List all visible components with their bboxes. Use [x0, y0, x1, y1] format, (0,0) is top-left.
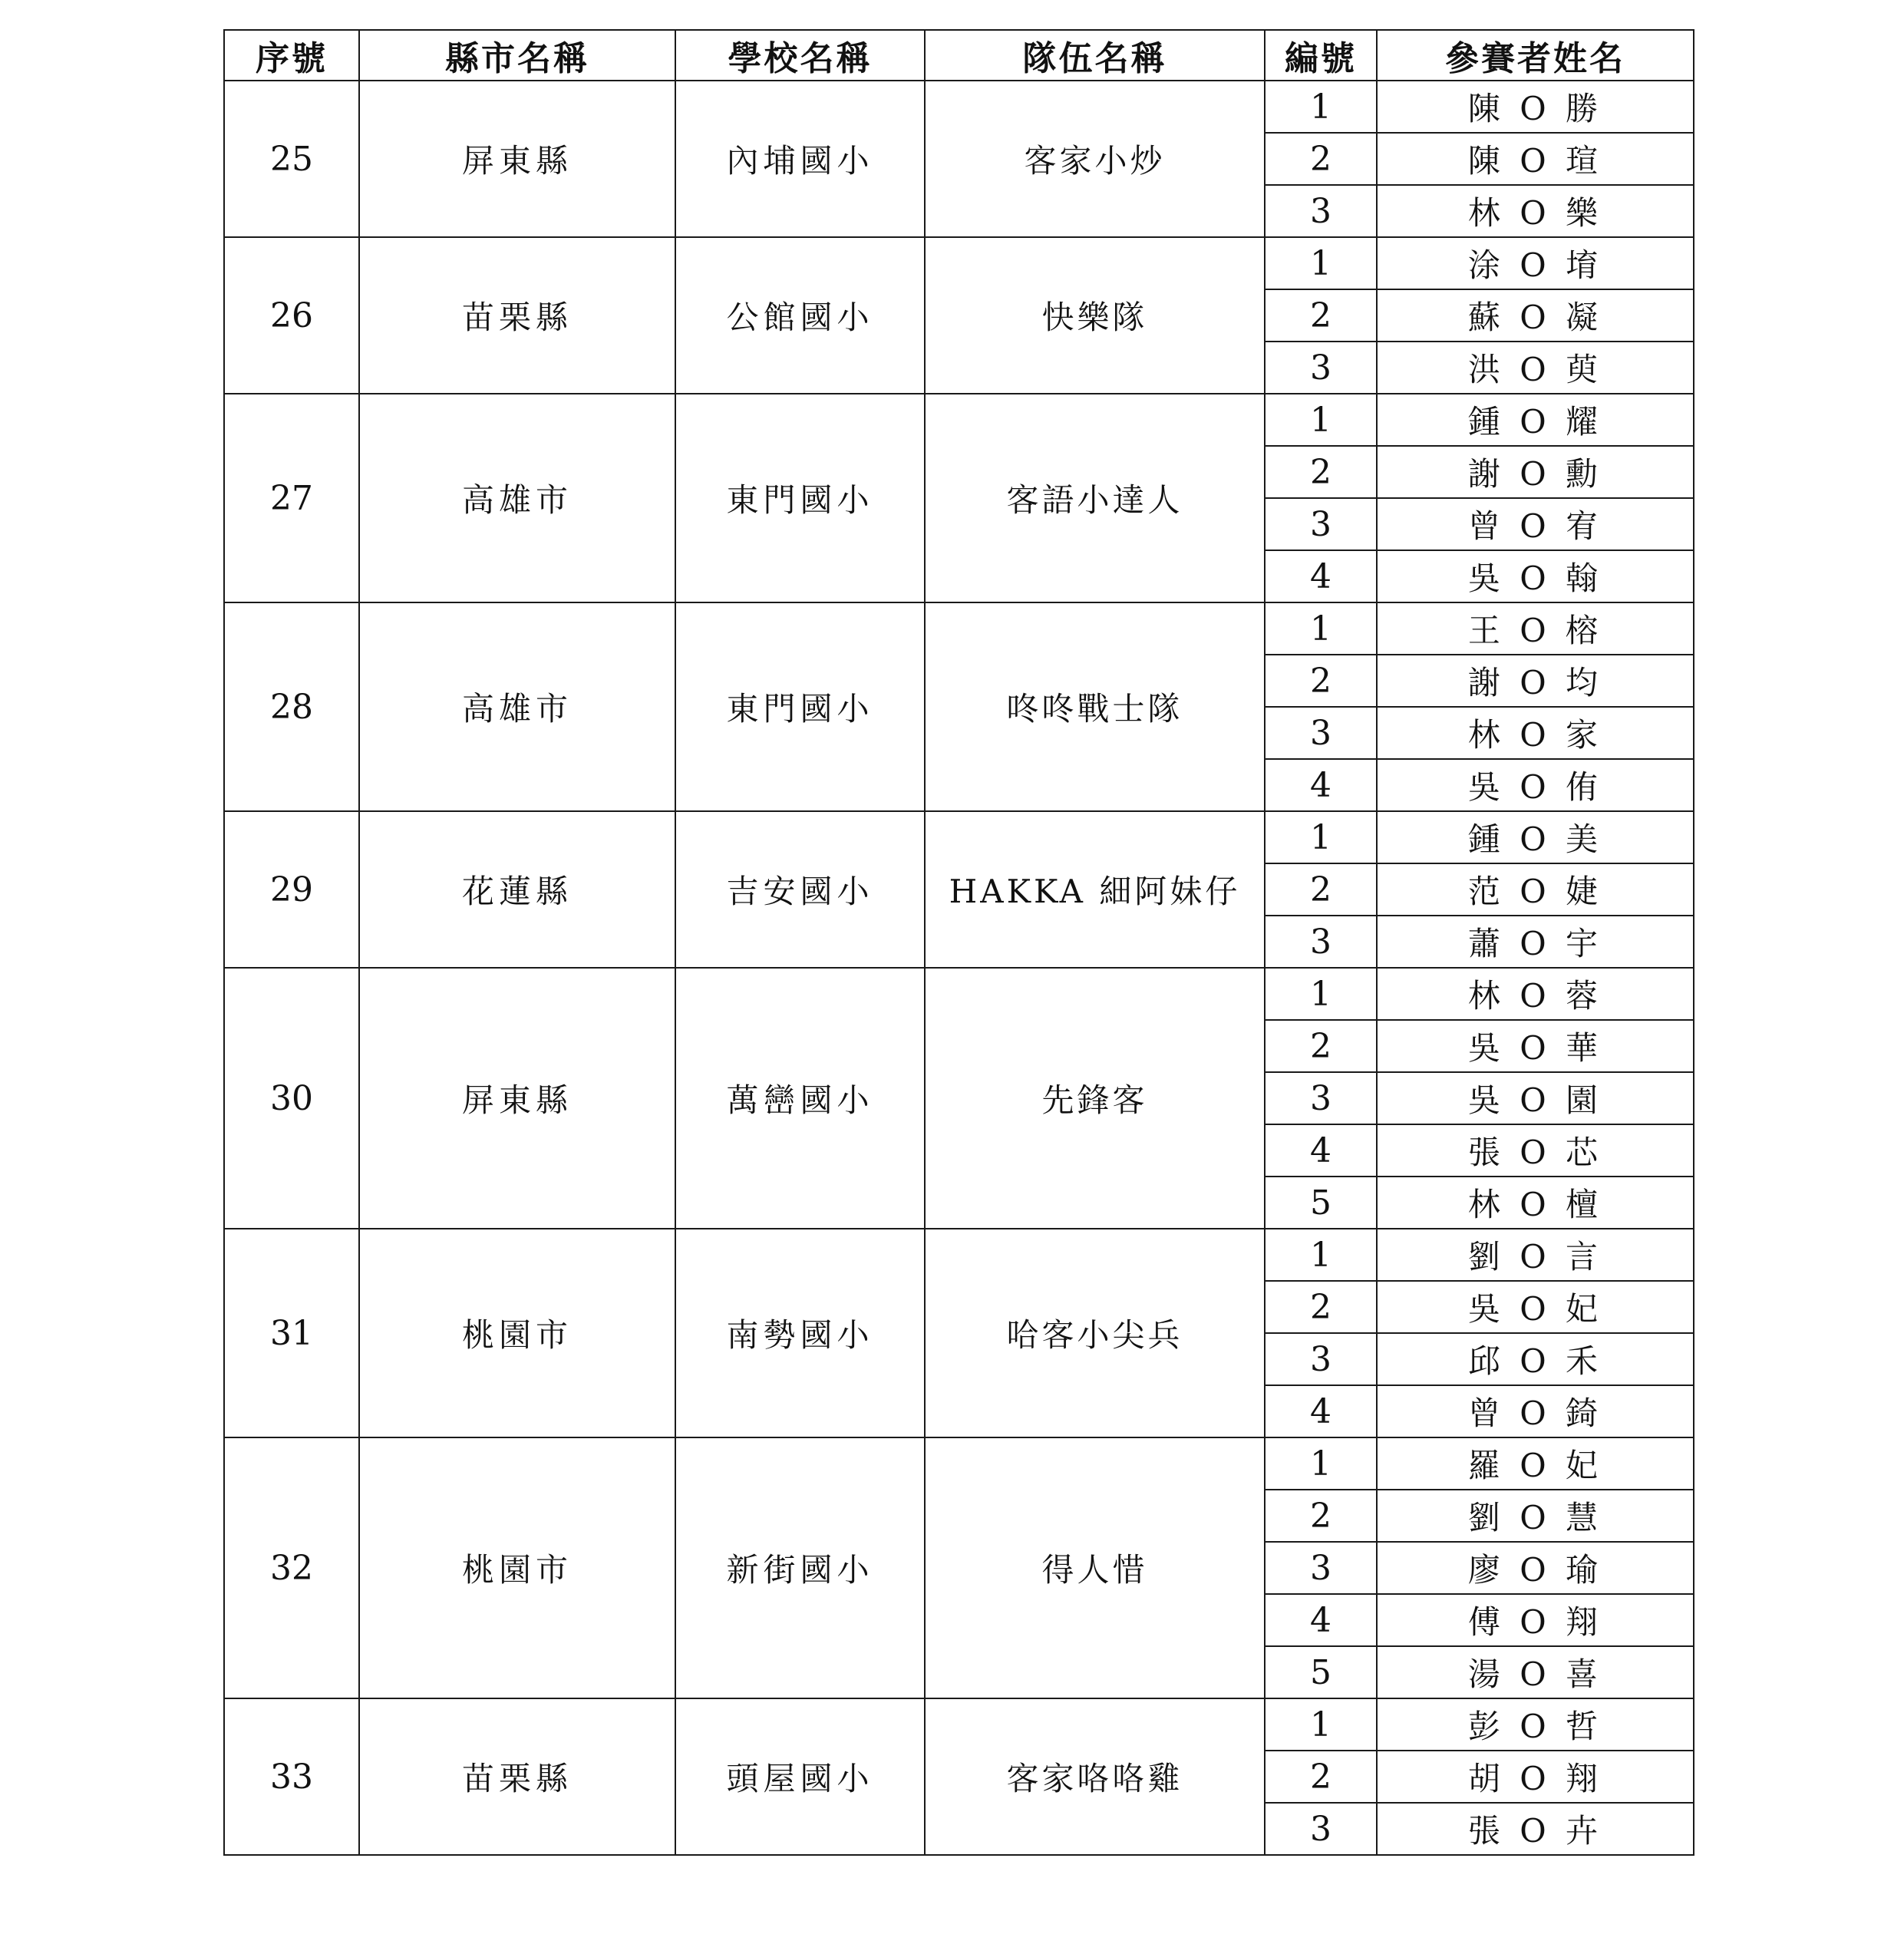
- member-number: 3: [1265, 916, 1377, 968]
- member-name: 劉 O 慧: [1377, 1490, 1694, 1542]
- team-seq: 29: [224, 811, 359, 968]
- team-county: 苗栗縣: [359, 1698, 675, 1855]
- member-name: 范 O 婕: [1377, 863, 1694, 916]
- team-county: 屏東縣: [359, 81, 675, 237]
- member-name: 湯 O 喜: [1377, 1646, 1694, 1698]
- team-name: 先鋒客: [925, 968, 1265, 1229]
- team-school: 吉安國小: [675, 811, 925, 968]
- member-number: 4: [1265, 1124, 1377, 1177]
- member-number: 3: [1265, 1542, 1377, 1594]
- member-name: 陳 O 瑄: [1377, 133, 1694, 185]
- table-row: [224, 1437, 1694, 1490]
- table-row: [224, 602, 1694, 655]
- member-number: 3: [1265, 707, 1377, 759]
- member-name: 鍾 O 美: [1377, 811, 1694, 863]
- team-county: 高雄市: [359, 602, 675, 811]
- team-county: 高雄市: [359, 394, 675, 602]
- member-name: 王 O 榕: [1377, 602, 1694, 655]
- member-number: 2: [1265, 655, 1377, 707]
- member-name: 蘇 O 凝: [1377, 289, 1694, 342]
- team-school: 公館國小: [675, 237, 925, 394]
- team-seq: 32: [224, 1437, 359, 1698]
- member-number: 4: [1265, 1594, 1377, 1646]
- member-name: 蕭 O 宇: [1377, 916, 1694, 968]
- member-name: 張 O 芯: [1377, 1124, 1694, 1177]
- member-number: 2: [1265, 1281, 1377, 1333]
- member-number: 2: [1265, 289, 1377, 342]
- team-school: 頭屋國小: [675, 1698, 925, 1855]
- member-name: 吳 O 侑: [1377, 759, 1694, 811]
- member-name: 曾 O 宥: [1377, 498, 1694, 550]
- table-row: [224, 811, 1694, 863]
- team-school: 東門國小: [675, 394, 925, 602]
- member-name: 林 O 家: [1377, 707, 1694, 759]
- team-county: 桃園市: [359, 1229, 675, 1437]
- member-number: 1: [1265, 237, 1377, 289]
- team-county: 屏東縣: [359, 968, 675, 1229]
- table-row: [224, 394, 1694, 446]
- team-school: 萬巒國小: [675, 968, 925, 1229]
- team-seq: 26: [224, 237, 359, 394]
- team-name: 得人惜: [925, 1437, 1265, 1698]
- header-row: [224, 30, 1694, 81]
- member-number: 1: [1265, 811, 1377, 863]
- member-number: 3: [1265, 1072, 1377, 1124]
- table-body: [224, 81, 1694, 1855]
- header-school: 學校名稱: [675, 30, 925, 81]
- member-number: 1: [1265, 1698, 1377, 1751]
- team-seq: 25: [224, 81, 359, 237]
- member-name: 傅 O 翔: [1377, 1594, 1694, 1646]
- team-seq: 31: [224, 1229, 359, 1437]
- member-number: 4: [1265, 759, 1377, 811]
- team-name: 客語小達人: [925, 394, 1265, 602]
- member-name: 張 O 卉: [1377, 1803, 1694, 1855]
- member-number: 1: [1265, 394, 1377, 446]
- member-number: 4: [1265, 550, 1377, 602]
- team-name: HAKKA 細阿妹仔: [925, 811, 1265, 968]
- member-name: 林 O 樂: [1377, 185, 1694, 237]
- table-row: [224, 81, 1694, 133]
- member-name: 涂 O 堉: [1377, 237, 1694, 289]
- header-number: 編號: [1265, 30, 1377, 81]
- member-number: 2: [1265, 1490, 1377, 1542]
- header-county: 縣市名稱: [359, 30, 675, 81]
- team-school: 東門國小: [675, 602, 925, 811]
- member-number: 2: [1265, 1020, 1377, 1072]
- member-name: 洪 O 萸: [1377, 342, 1694, 394]
- team-seq: 33: [224, 1698, 359, 1855]
- member-number: 3: [1265, 342, 1377, 394]
- member-name: 邱 O 禾: [1377, 1333, 1694, 1385]
- team-seq: 30: [224, 968, 359, 1229]
- member-name: 胡 O 翔: [1377, 1751, 1694, 1803]
- header-seq: 序號: [224, 30, 359, 81]
- member-number: 2: [1265, 133, 1377, 185]
- member-name: 林 O 檀: [1377, 1177, 1694, 1229]
- member-number: 5: [1265, 1177, 1377, 1229]
- member-number: 2: [1265, 1751, 1377, 1803]
- member-number: 3: [1265, 498, 1377, 550]
- member-name: 曾 O 錡: [1377, 1385, 1694, 1437]
- member-number: 1: [1265, 81, 1377, 133]
- team-name: 客家咯咯雞: [925, 1698, 1265, 1855]
- team-seq: 28: [224, 602, 359, 811]
- member-number: 1: [1265, 1437, 1377, 1490]
- team-county: 苗栗縣: [359, 237, 675, 394]
- team-seq: 27: [224, 394, 359, 602]
- member-name: 廖 O 瑜: [1377, 1542, 1694, 1594]
- team-school: 南勢國小: [675, 1229, 925, 1437]
- member-name: 彭 O 哲: [1377, 1698, 1694, 1751]
- table-row: [224, 968, 1694, 1020]
- table-row: [224, 237, 1694, 289]
- member-name: 劉 O 言: [1377, 1229, 1694, 1281]
- member-name: 吳 O 妃: [1377, 1281, 1694, 1333]
- table-row: [224, 1698, 1694, 1751]
- table-row: [224, 1229, 1694, 1281]
- team-school: 新街國小: [675, 1437, 925, 1698]
- member-name: 吳 O 華: [1377, 1020, 1694, 1072]
- team-county: 桃園市: [359, 1437, 675, 1698]
- team-school: 內埔國小: [675, 81, 925, 237]
- header-team: 隊伍名稱: [925, 30, 1265, 81]
- member-number: 1: [1265, 1229, 1377, 1281]
- member-number: 4: [1265, 1385, 1377, 1437]
- member-name: 吳 O 翰: [1377, 550, 1694, 602]
- member-number: 3: [1265, 1803, 1377, 1855]
- member-number: 2: [1265, 863, 1377, 916]
- member-number: 3: [1265, 185, 1377, 237]
- member-name: 陳 O 勝: [1377, 81, 1694, 133]
- member-number: 5: [1265, 1646, 1377, 1698]
- table-header: [224, 30, 1694, 81]
- team-county: 花蓮縣: [359, 811, 675, 968]
- team-name: 咚咚戰士隊: [925, 602, 1265, 811]
- member-name: 鍾 O 耀: [1377, 394, 1694, 446]
- team-name: 客家小炒: [925, 81, 1265, 237]
- member-number: 1: [1265, 968, 1377, 1020]
- team-name: 快樂隊: [925, 237, 1265, 394]
- member-number: 3: [1265, 1333, 1377, 1385]
- member-name: 吳 O 園: [1377, 1072, 1694, 1124]
- member-name: 林 O 蓉: [1377, 968, 1694, 1020]
- member-number: 1: [1265, 602, 1377, 655]
- member-name: 謝 O 均: [1377, 655, 1694, 707]
- member-name: 羅 O 妃: [1377, 1437, 1694, 1490]
- member-name: 謝 O 勳: [1377, 446, 1694, 498]
- team-roster-table: [223, 29, 1694, 1856]
- team-name: 哈客小尖兵: [925, 1229, 1265, 1437]
- header-participant: 參賽者姓名: [1377, 30, 1694, 81]
- member-number: 2: [1265, 446, 1377, 498]
